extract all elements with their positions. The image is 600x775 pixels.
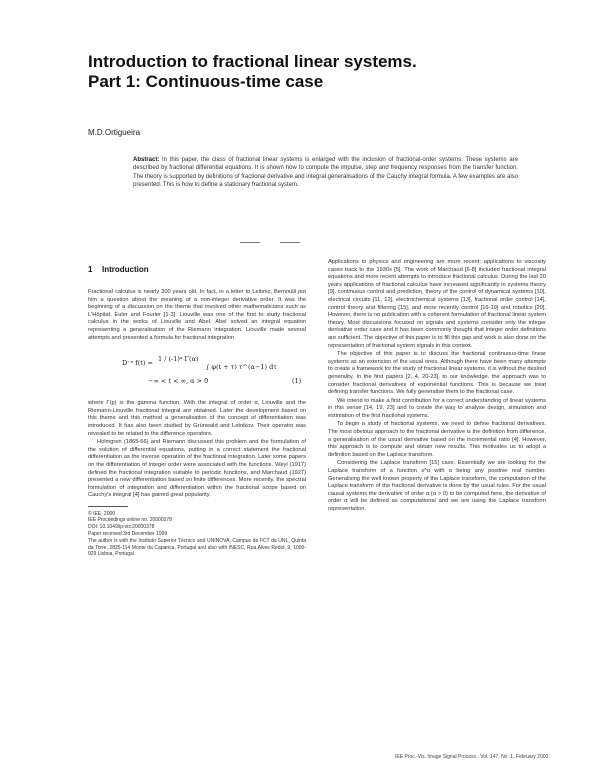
left-column bbox=[88, 265, 306, 558]
paragraph: Holmgren (1865-66) and Riemann discussed this problem and the formulation of the solution of differential equations, putting in a correct statement the fractional differentiation as the inverse operation of the fractional integration. Later some papers on the differentiation of integer order were associated with the functions. Weyl (1917) defined the fractional integration suitable to periodic functions, and Marchaud (1927) presented a new differentiation based on finite differences. More recently, the spectral formulation of integration and differentiation within the fractional scope based on Cauchy's integral [4] has gained great popularity. bbox=[88, 439, 306, 499]
separator-rule bbox=[280, 242, 300, 243]
footnote-online-no: IEE Proceedings online no. 20000378 bbox=[88, 517, 172, 524]
paragraph: where Γ(p) is the gamma function. With the integral of order α, Liouville and the Riemann-Liouville fractional integral are obtained. Later the development based on this theme and this method a generalisation of the concept of differentiation was introduced. It has also been studied by Grünwald and Letnikov. Their operator was revealed to be related to the difference operators. bbox=[88, 400, 306, 437]
paragraph: The objective of this paper is to discuss the fractional continuous-time linear systems as an extension of the usual ones. Although there have been many attempts to create a framework for the study of fractional linear systems, it is without the desired generality. In the first papers [2, 4, 20-23], to our knowledge, the approach was to consider fractional derivatives of exponential functions. This is because we treat defining transfer functions. We fully generalise them to the fractional case. bbox=[328, 351, 546, 396]
author-name: M.D.Ortigueira bbox=[88, 128, 141, 137]
equation-number: (1) bbox=[292, 377, 302, 386]
footnote-affiliation: The author is with the Instituto Superior Técnico and UNINOVA, Campus da FCT da UNL, Quinta da Torre, 2825-114 Monte da Caparica, Portugal and also with INESC, Rua Alves Redol, 9, 1000-029 Lisboa, Portugal bbox=[88, 537, 306, 558]
running-footer: IEE Proc.-Vis. Image Signal Process., Vol. 147, No. 1, February 2000 bbox=[395, 754, 549, 760]
paragraph: Applications to physics and engineering are more recent; applications to viscosity cases back to the 1930s [5]. The work of Marchaud [6-8] included fractional integral equations and more recent attempts to introduce fractional calculus. During the last 20 years applications of fractional calculus have increased significantly in systems theory [9], continuous control and prediction, theory of the control of dynamical systems [10], electrical circuits [11, 12], electrochemical systems [13], fractional order control [14], control theory and filtering [15], and more recently control [16-19] and robotics [20]. However, there is no publication with a coherent formulation of fractional linear system theory. Most discussions focused on signals and systems consider only the integer derivative order case and it has been commonly thought that integer order definitions are sufficient. The objective of this paper is to fill this gap and work is also done on the representation of fractional system signals in this context. bbox=[328, 259, 546, 349]
title-line-1: Introduction to fractional linear systems. bbox=[88, 52, 417, 71]
abstract-text: In this paper, the class of fractional linear systems is enlarged with the inclusion of fractional-order systems. These systems are described by fractional differential equations. It is shown how to compute the impulse, step and frequency responses from the transfer function. The theory is supported by definitions of fractional derivative and integral generalisations of the Cauchy integral formula. A few examples are also presented. This is how to define a stationary fractional system. bbox=[133, 157, 518, 189]
equation-fraction: 1 / (-1)ᵅ Γ(α) bbox=[158, 355, 199, 364]
footnote bbox=[88, 511, 306, 559]
section-heading bbox=[88, 265, 306, 275]
footnote-copyright: © IEE, 2000 bbox=[88, 510, 116, 517]
paragraph: To begin a study of fractional systems, we need to define fractional derivatives. The most obvious approach to the fractional derivative is the definition from difference, a generalisation of the usual derivative based on the incremental ratio [4]. However, this approach is to compute and obtain new results. This motivates us to adopt a definition based on the Laplace transform. bbox=[328, 421, 546, 458]
equation-1 bbox=[88, 348, 306, 392]
equation-integral: ∫ φ(t + τ) τ^(α−1) dτ bbox=[206, 363, 277, 372]
paragraph: Fractional calculus is nearly 300 years old. In fact, in a letter to Leibniz, Bernoulli put him a question about the meaning of a non-integer derivative order. It was the beginning of a discussion on the theme that involved other mathematicians such as L'Hôpital, Euler and Fourier [1-3]. Liouville was one of the first to study fractional calculus in the works of Liouville and Abel. Abel solved an integral equation representing a generalisation of the Riemann integration. Liouville made several attempts and presented a formula for fractional integration bbox=[88, 289, 306, 341]
section-number: 1 bbox=[88, 265, 93, 274]
section-title: Introduction bbox=[102, 265, 149, 274]
right-column bbox=[328, 259, 546, 515]
title-line-2: Part 1: Continuous-time case bbox=[88, 72, 324, 91]
paper-title bbox=[88, 52, 548, 92]
paragraph: Considering the Laplace transform [15] case. Essentially we are looking for the Laplace transform of a function s^α with α being any positive real number. Generalising the well known property of the Laplace transform, the computation of the Laplace transform of the fractional derivative is done by the usual rules. For the usual causal systems the derivative of order α (α > 0) to be computed here, the derivative of order α will be defined as computational and we are using the Laplace transform representation. bbox=[328, 460, 546, 512]
footnote-received: Paper received 3rd December 1999 bbox=[88, 531, 168, 538]
abstract-label: Abstract: bbox=[133, 157, 160, 163]
paragraph: We intend to make a first contribution for a correct understanding of linear systems in this sense [14, 19, 23] and to create the way to analyse design, simulation and estimation of the first fractional systems. bbox=[328, 397, 546, 419]
equation-condition: −∞ < t < ∞, α > 0 bbox=[148, 377, 209, 386]
abstract bbox=[133, 156, 518, 190]
footnote-doi: DOI: 10.1049/ip-vis:20000378 bbox=[88, 524, 155, 531]
footnote-rule bbox=[88, 506, 128, 507]
separator-rule bbox=[240, 242, 260, 243]
equation-lhs: D⁻ᵅ f(t) = bbox=[122, 359, 153, 368]
